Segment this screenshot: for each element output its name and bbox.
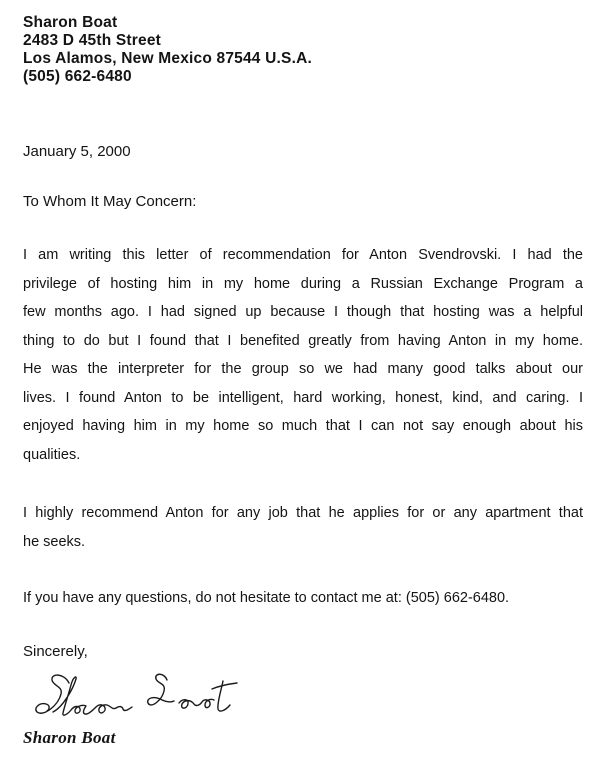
text-line: he seeks. (23, 533, 86, 550)
text-line: enjoyed having him in my home so much that I can not say enough about his (23, 418, 583, 434)
letter-date: January 5, 2000 (23, 143, 131, 160)
text-line: He was the interpreter for the group so we had many good talks about our (23, 361, 583, 377)
text-line: privilege of hosting him in my home during a Russian Exchange Program a (23, 275, 583, 292)
body-paragraph-1 (23, 241, 583, 469)
text-line: thing to do but I found that I benefited greatly from having Anton in my home. (23, 332, 583, 349)
handwritten-signature (27, 667, 262, 729)
salutation: To Whom It May Concern: (23, 193, 197, 210)
sender-address-block (23, 14, 583, 86)
text-line: I highly recommend Anton for any job that he applies for or any apartment that (23, 505, 583, 521)
text-line: few months ago. I had signed up because I though that hosting was a helpful (23, 304, 583, 320)
text-line: I am writing this letter of recommendation for Anton Svendrovski. I had the (23, 247, 583, 263)
body-paragraph-2 (23, 499, 583, 556)
text-line: lives. I found Anton to be intelligent, hard working, honest, kind, and caring. I (23, 389, 583, 406)
body-paragraph-3 (23, 584, 583, 613)
text-line: (505) 662-6480 (23, 68, 132, 85)
text-line: qualities. (23, 446, 81, 463)
text-line: If you have any questions, do not hesitate to contact me at: (505) 662-6480. (23, 590, 510, 606)
typed-signature-name: Sharon Boat (23, 727, 116, 747)
text-line: Sharon Boat (23, 14, 118, 31)
closing: Sincerely, (23, 642, 88, 660)
text-line: Los Alamos, New Mexico 87544 U.S.A. (23, 50, 312, 67)
text-line: 2483 D 45th Street (23, 32, 161, 49)
